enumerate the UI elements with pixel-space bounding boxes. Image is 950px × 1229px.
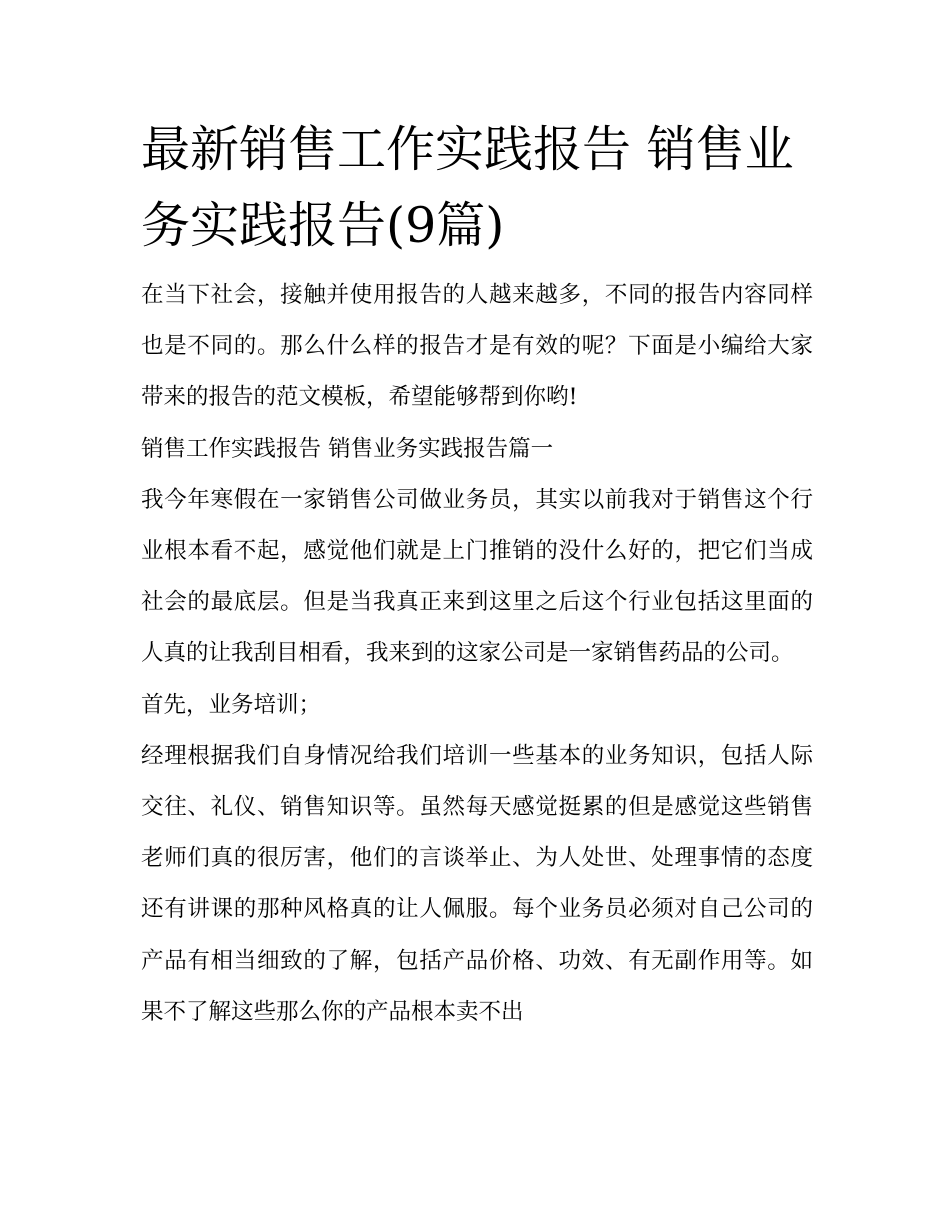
page-content — [141, 112, 813, 1038]
document-body — [141, 270, 813, 1038]
body-paragraph: 我今年寒假在一家销售公司做业务员，其实以前我对于销售这个行业根本看不起，感觉他们就是上门推销的没什么好的，把它们当成社会的最底层。但是当我真正来到这里之后这个行业包括这里面的人真的让我刮目相看，我来到的这家公司是一家销售药品的公司。 — [141, 486, 813, 667]
body-paragraph: 经理根据我们自身情况给我们培训一些基本的业务知识，包括人际交往、礼仪、销售知识等。虽然每天感觉挺累的但是感觉这些销售老师们真的很厉害，他们的言谈举止、为人处世、处理事情的态度还有讲课的那种风格真的让人佩服。每个业务员必须对自己公司的产品有相当细致的了解，包括产品价格、功效、有无副作用等。如果不了解这些那么你的产品根本卖不出 — [141, 742, 813, 1025]
intro-paragraph: 在当下社会，接触并使用报告的人越来越多，不同的报告内容同样也是不同的。那么什么样的报告才是有效的呢？下面是小编给大家带来的报告的范文模板，希望能够帮到你哟! — [141, 282, 813, 411]
section-heading: 销售工作实践报告 销售业务实践报告篇一 — [141, 435, 554, 462]
document-title: 最新销售工作实践报告 销售业务实践报告(9篇) — [141, 121, 794, 254]
subsection-heading: 首先，业务培训； — [141, 691, 322, 718]
